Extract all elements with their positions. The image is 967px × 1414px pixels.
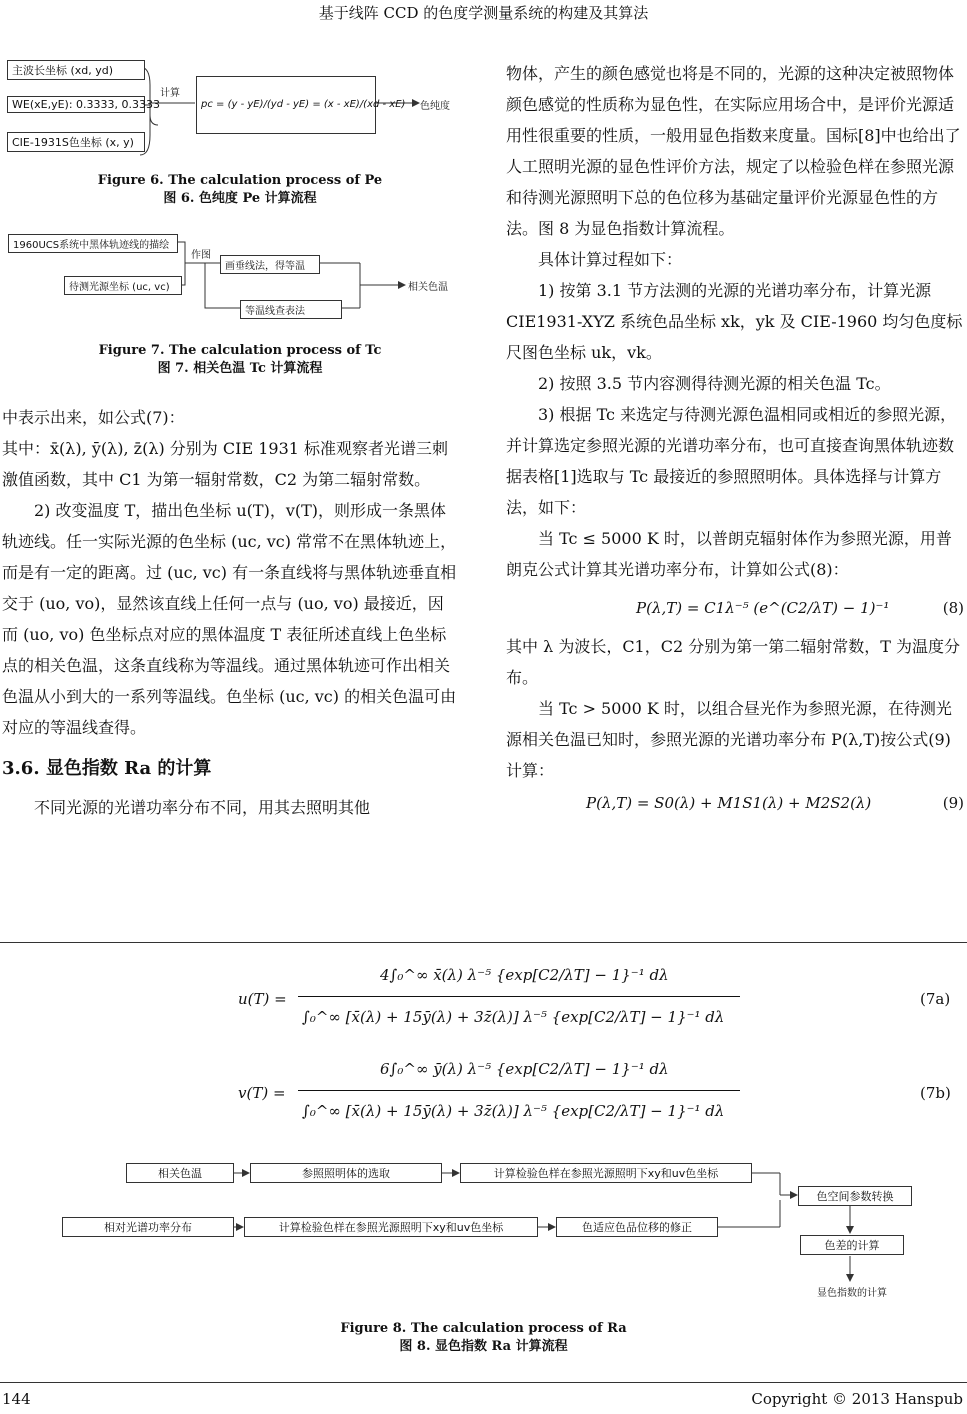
eq7a-denominator: ∫₀^∞ [x̄(λ) + 15ȳ(λ) + 3z̄(λ)] λ⁻⁵ {exp[C2/λT] − 1}⁻¹ dλ: [302, 1008, 725, 1026]
equation-9: P(λ,T) = S0(λ) + M1S1(λ) + M2S2(λ): [586, 794, 872, 812]
fig6-chromaticity-box: CIE-1931S色坐标 (x, y): [7, 132, 145, 152]
left-column: [2, 402, 458, 823]
fig7-blackbody-locus-box: 1960UCS系统中黑体轨迹线的描绘: [8, 234, 178, 253]
right-paragraph-5: 3) 根据 Tc 来选定与待测光源色温相同或相近的参照光源，并计算选定参照光源的光谱功率分布，也可直接查询黑体轨迹数据表格[1]选取与 Tc 最接近的参照照明体。具体选择与计算方法，如下：: [506, 405, 957, 517]
right-paragraph-2: 具体计算过程如下：: [538, 250, 683, 269]
eq7b-lhs: v(T) =: [238, 1084, 286, 1102]
right-paragraph-8: 当 Tc > 5000 K 时，以组合昼光作为参照光源，在待测光源相关色温已知时，参照光源的光谱功率分布 P(λ,T)按公式(9)计算：: [506, 699, 952, 780]
eq7a-number: (7a): [920, 990, 951, 1008]
fig8-reference-selection-box: 参照照明体的选取: [250, 1163, 442, 1183]
fig8-caption-cn: 图 8. 显色指数 Ra 计算流程: [399, 1339, 568, 1354]
right-paragraph-4: 2) 按照 3.5 节内容测得待测光源的相关色温 Tc。: [538, 374, 891, 393]
fig6-dominant-wavelength-box: 主波长坐标 (xd, yd): [7, 60, 145, 80]
fig6-caption-cn: 图 6. 色纯度 Pe 计算流程: [163, 191, 317, 206]
fig8-test-coords-box: 计算检验色样在参照光源照明下xy和uv色坐标: [244, 1217, 538, 1237]
fig7-output-label: 相关色温: [408, 282, 448, 293]
right-paragraph-7: 其中 λ 为波长，C1，C2 分别为第一第二辐射常数，T 为温度分布。: [506, 637, 961, 687]
fig8-cri-output: 显色指数的计算: [817, 1288, 887, 1299]
right-column: [506, 58, 964, 820]
fig8-color-difference-box: 色差的计算: [800, 1235, 904, 1255]
eq7b-number: (7b): [920, 1084, 951, 1102]
fig8-relative-spd-box: 相对光谱功率分布: [62, 1217, 234, 1237]
page-number: 144: [2, 1390, 31, 1408]
left-paragraph-4: 不同光源的光谱功率分布不同，用其去照明其他: [34, 798, 371, 817]
fig8-caption-en: Figure 8. The calculation process of Ra: [340, 1321, 627, 1336]
equation-8: P(λ,T) = C1λ⁻⁵ (e^(C2/λT) − 1)⁻¹: [636, 599, 890, 617]
equation-separator: [0, 942, 967, 943]
fig6-calc-label: 计算: [160, 88, 180, 99]
section-heading-3-6: 3.6. 显色指数 Ra 的计算: [2, 758, 212, 779]
eq7b-fraction-bar: [298, 1090, 740, 1091]
equation-8-row: [506, 585, 964, 631]
fig7-lookup-box: 等温线查表法: [240, 300, 342, 319]
left-paragraph-2: 其中：x̄(λ), ȳ(λ), z̄(λ) 分别为 CIE 1931 标准观察者光谱三刺激值函数，其中 C1 为第一辐射常数，C2 为第二辐射常数。: [2, 439, 449, 489]
right-paragraph-1: 物体，产生的颜色感觉也将是不同的，光源的这种决定被照物体颜色感觉的性质称为显色性，在实际应用场合中，是评价光源适用性很重要的性质，一般用显色指数来度量。国标[8]中也给出了人工照明光源的显色性评价方法，规定了以检验色样在参照光源和待测光源照明下总的色位移为基础定量评价光源显色性的方法。图 8 为显色指数计算流程。: [506, 64, 961, 238]
fig8-chromatic-adaptation-box: 色适应色品位移的修正: [556, 1217, 718, 1237]
equation-8-number: (8): [942, 599, 964, 617]
fig8-reference-coords-box: 计算检验色样在参照光源照明下xy和uv色坐标: [460, 1163, 752, 1183]
copyright: Copyright © 2013 Hanspub: [751, 1390, 963, 1408]
eq7a-lhs: u(T) =: [238, 990, 287, 1008]
right-paragraph-3: 1) 按第 3.1 节方法测的光源的光谱功率分布，计算光源 CIE1931-XYZ 系统色品坐标 xk，yk 及 CIE-1960 均匀色度标尺图色坐标 uk，vk。: [506, 281, 963, 362]
fig8-cct-box: 相关色温: [126, 1163, 234, 1183]
fig7-caption-en: Figure 7. The calculation process of Tc: [98, 343, 382, 358]
equation-9-number: (9): [942, 794, 964, 812]
fig7-caption-cn: 图 7. 相关色温 Tc 计算流程: [157, 361, 323, 376]
fig6-formula-box: pc = (y - yE)/(yd - yE) = (x - xE)/(xd - xE): [196, 76, 376, 134]
fig6-output-label: 色纯度: [420, 101, 450, 112]
eq7a-fraction-bar: [298, 996, 740, 997]
left-paragraph-3: 2) 改变温度 T，描出色坐标 u(T)，v(T)，则形成一条黑体轨迹线。任一实际光源的色坐标 (uc, vc) 常常不在黑体轨迹上，而是有一定的距离。过 (uc, vc) 有一条直线将与黑体轨迹垂直相交于 (uo, vo)，显然该直线上任何一点与 (uo, vo) 最接近，因而 (uo, vo) 色坐标点对应的黑体温度 T 表征所述直线上色坐标点的相关色温，这条直线称为等温线。通过黑体轨迹可作出相关色温从小到大的一系列等温线。色坐标 (uc, vc) 的相关色温可由对应的等温线查得。: [2, 501, 457, 737]
fig6-caption-en: Figure 6. The calculation process of Pe: [97, 173, 383, 188]
fig7-test-source-box: 待测光源坐标 (uc, vc): [64, 276, 182, 295]
right-paragraph-6: 当 Tc ≤ 5000 K 时，以普朗克辐射体作为参照光源，用普朗克公式计算其光谱功率分布，计算如公式(8)：: [506, 529, 952, 579]
eq7b-denominator: ∫₀^∞ [x̄(λ) + 15ȳ(λ) + 3z̄(λ)] λ⁻⁵ {exp[C2/λT] − 1}⁻¹ dλ: [302, 1102, 725, 1120]
left-paragraph-1: 中表示出来，如公式(7)：: [2, 408, 185, 427]
fig6-white-point-box: WE(xE,yE): 0.3333, 0.3333: [7, 96, 145, 113]
eq7a-numerator: 4∫₀^∞ x̄(λ) λ⁻⁵ {exp[C2/λT] − 1}⁻¹ dλ: [380, 966, 669, 984]
fig8-color-space-box: 色空间参数转换: [798, 1186, 912, 1206]
eq7b-numerator: 6∫₀^∞ ȳ(λ) λ⁻⁵ {exp[C2/λT] − 1}⁻¹ dλ: [380, 1060, 669, 1078]
fig7-draw-label: 作图: [191, 250, 211, 261]
footer-rule: [0, 1382, 967, 1383]
fig7-perpendicular-box: 画垂线法，得等温: [220, 255, 320, 274]
running-header: 基于线阵 CCD 的色度学测量系统的构建及其算法: [318, 4, 649, 22]
equation-9-row: [506, 786, 964, 820]
